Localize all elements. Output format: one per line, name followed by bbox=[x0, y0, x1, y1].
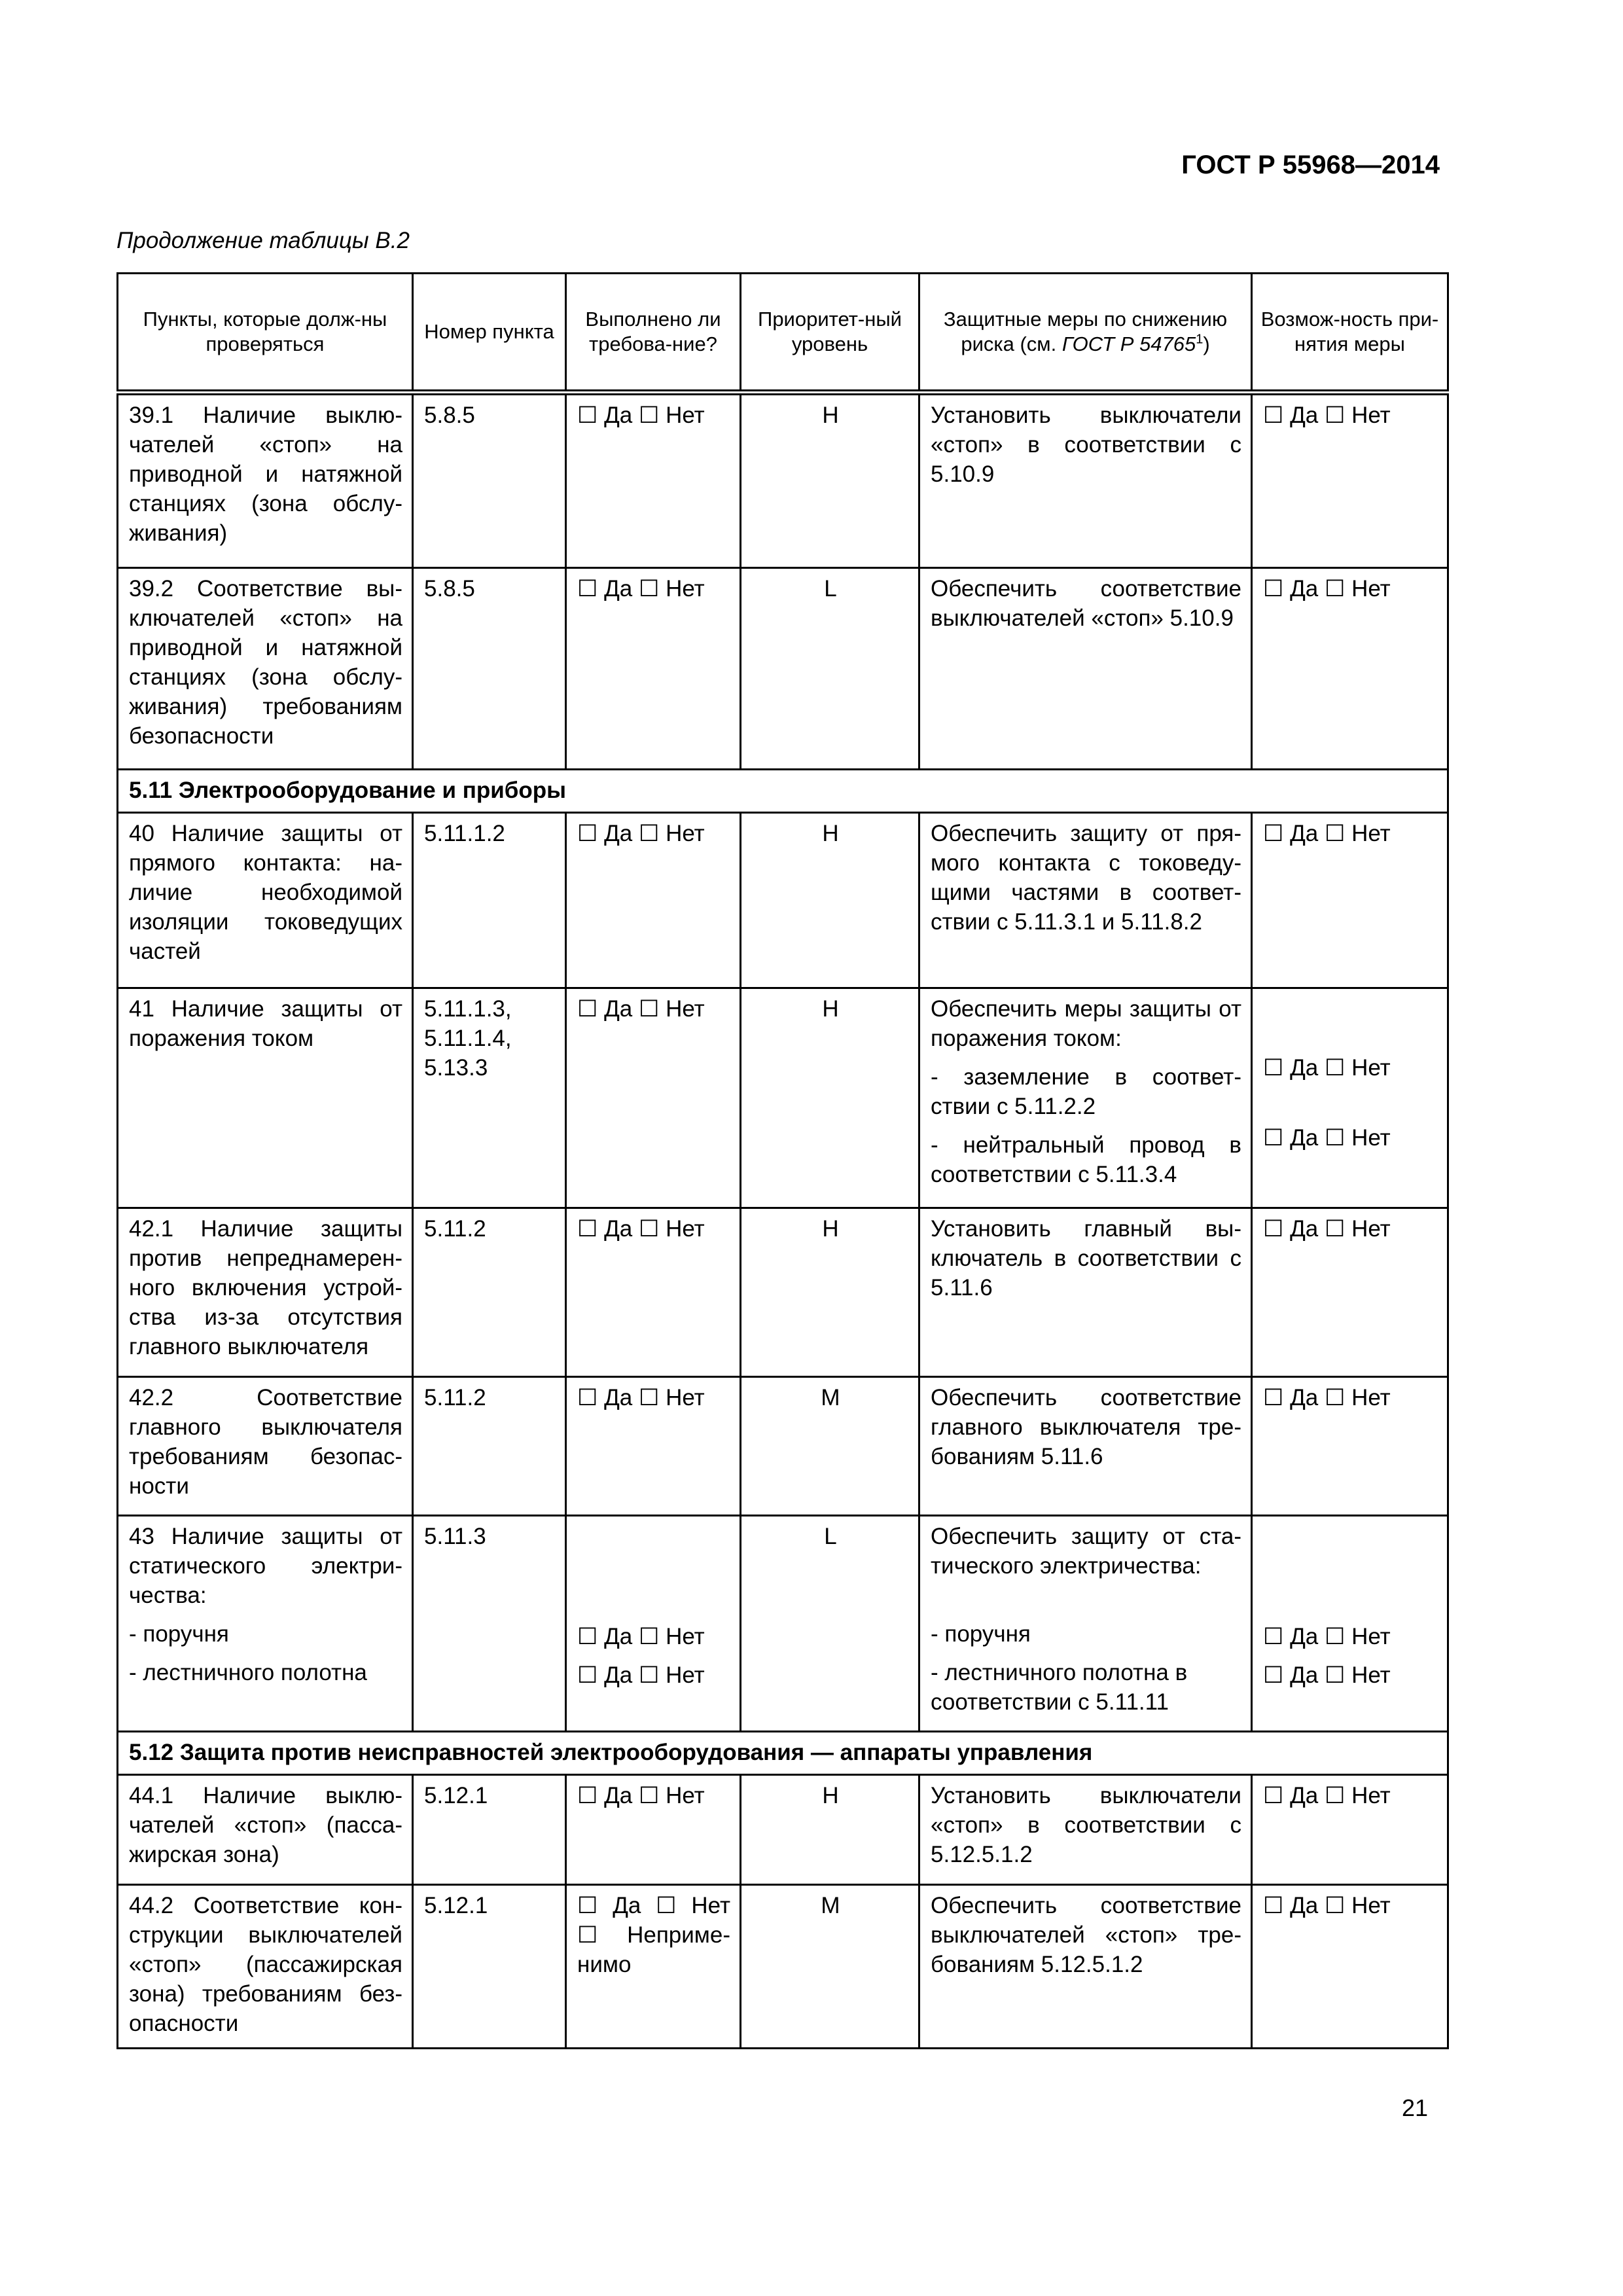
col-header-done: Выполнено ли требова-ние? bbox=[566, 274, 741, 393]
row-41-measure: Обеспечить меры защиты от поражения током: bbox=[931, 996, 1241, 1051]
row-43-possible-checkbox-2[interactable]: ☐ Да ☐ Нет bbox=[1263, 1662, 1391, 1688]
row-40-priority: H bbox=[741, 813, 919, 988]
col-header-possibility: Возмож-ность при-нятия меры bbox=[1252, 274, 1448, 393]
table-row bbox=[118, 1516, 1448, 1732]
row-44-2-possible-checkbox[interactable]: ☐ Да ☐ Нет bbox=[1252, 1885, 1448, 2049]
row-41-possible-checkbox-2[interactable]: ☐ Да ☐ Нет bbox=[1263, 1125, 1391, 1151]
row-40-number: 5.11.1.2 bbox=[413, 813, 566, 988]
table-row bbox=[118, 568, 1448, 770]
row-43-done-cell bbox=[566, 1516, 741, 1732]
row-39-1-number: 5.8.5 bbox=[413, 393, 566, 568]
table-row bbox=[118, 393, 1448, 568]
measures-header-text: Защитные меры по снижению риска (см. bbox=[943, 308, 1228, 355]
row-44-1-number: 5.12.1 bbox=[413, 1775, 566, 1885]
row-42-2-possible-checkbox[interactable]: ☐ Да ☐ Нет bbox=[1252, 1377, 1448, 1516]
row-39-2-number: 5.8.5 bbox=[413, 568, 566, 770]
row-43-number: 5.11.3 bbox=[413, 1516, 566, 1732]
row-39-2-measure: Обеспечить соответствие выключателей «стоп» 5.10.9 bbox=[919, 568, 1252, 770]
row-39-2-done-checkbox[interactable]: ☐ Да ☐ Нет bbox=[566, 568, 741, 770]
footnote-marker: 1 bbox=[1196, 332, 1204, 347]
row-39-2-point: 39.2 Соответствие вы-ключателей «стоп» на приводной и натяжной станциях (зона обслу-живания) требованиям безопасности bbox=[118, 568, 413, 770]
col-header-measures bbox=[919, 274, 1252, 393]
table-row bbox=[118, 1208, 1448, 1377]
row-42-2-measure: Обеспечить соответствие главного выключателя тре-бованиям 5.11.6 bbox=[919, 1377, 1252, 1516]
row-41-done-checkbox[interactable]: ☐ Да ☐ Нет bbox=[566, 988, 741, 1208]
row-41-measure-grounding: - заземление в соответ-ствии с 5.11.2.2 bbox=[931, 1064, 1241, 1119]
row-40-measure: Обеспечить защиту от пря-мого контакта с токоведу-щими частями в соответ-ствии с 5.11.3.1 и 5.11.8.2 bbox=[919, 813, 1252, 988]
measures-header-ref: ГОСТ Р 54765 bbox=[1061, 332, 1196, 355]
row-40-possible-checkbox[interactable]: ☐ Да ☐ Нет bbox=[1252, 813, 1448, 988]
row-44-2-point: 44.2 Соответствие кон-струкции выключателей «стоп» (пассажирская зона) требованиям без-опасности bbox=[118, 1885, 413, 2049]
col-header-priority: Приоритет-ный уровень bbox=[741, 274, 919, 393]
row-43-possible-cell bbox=[1252, 1516, 1448, 1732]
row-44-2-number: 5.12.1 bbox=[413, 1885, 566, 2049]
section-row bbox=[118, 770, 1448, 813]
row-40-point: 40 Наличие защиты от прямого контакта: на-личие необходимой изоляции токоведущих частей bbox=[118, 813, 413, 988]
row-43-point-cell bbox=[118, 1516, 413, 1732]
row-44-1-possible-checkbox[interactable]: ☐ Да ☐ Нет bbox=[1252, 1775, 1448, 1885]
row-43-priority: L bbox=[741, 1516, 919, 1732]
row-42-1-point: 42.1 Наличие защиты против непреднамерен-ного включения устрой-ства из-за отсутствия главного выключателя bbox=[118, 1208, 413, 1377]
measures-header-close: ) bbox=[1203, 332, 1210, 355]
row-41-priority: H bbox=[741, 988, 919, 1208]
page-number: 21 bbox=[1401, 2094, 1428, 2121]
row-41-measure-neutral: - нейтральный провод в соответствии с 5.11.3.4 bbox=[931, 1132, 1241, 1187]
table-row bbox=[118, 813, 1448, 988]
row-44-1-point: 44.1 Наличие выклю-чателей «стоп» (пасса-жирская зона) bbox=[118, 1775, 413, 1885]
row-41-measure-cell bbox=[919, 988, 1252, 1208]
row-43-sub-steps: - лестничного полотна bbox=[129, 1660, 367, 1685]
row-42-1-possible-checkbox[interactable]: ☐ Да ☐ Нет bbox=[1252, 1208, 1448, 1377]
table-row bbox=[118, 1885, 1448, 2049]
row-42-2-point: 42.2 Соответствие главного выключателя требованиям безопас-ности bbox=[118, 1377, 413, 1516]
row-41-point: 41 Наличие защиты от поражения током bbox=[118, 988, 413, 1208]
row-39-1-measure: Установить выключатели «стоп» в соответствии с 5.10.9 bbox=[919, 393, 1252, 568]
row-42-1-measure: Установить главный вы-ключатель в соответствии с 5.11.6 bbox=[919, 1208, 1252, 1377]
col-header-points: Пункты, которые долж-ны проверяться bbox=[118, 274, 413, 393]
row-44-2-done-checkbox[interactable]: ☐ Да ☐ Нет ☐ Неприме-нимо bbox=[566, 1885, 741, 2049]
section-5-11-title: 5.11 Электрооборудование и приборы bbox=[118, 770, 1448, 813]
row-39-1-point: 39.1 Наличие выклю-чателей «стоп» на приводной и натяжной станциях (зона обслу-живания) bbox=[118, 393, 413, 568]
row-42-2-priority: M bbox=[741, 1377, 919, 1516]
row-43-measure-steps: - лестничного полотна в соответствии с 5.11.11 bbox=[931, 1660, 1188, 1715]
row-42-1-priority: H bbox=[741, 1208, 919, 1377]
section-row bbox=[118, 1732, 1448, 1775]
col-header-number: Номер пункта bbox=[413, 274, 566, 393]
row-39-2-possible-checkbox[interactable]: ☐ Да ☐ Нет bbox=[1252, 568, 1448, 770]
row-43-possible-checkbox-1[interactable]: ☐ Да ☐ Нет bbox=[1263, 1624, 1391, 1649]
row-39-2-priority: L bbox=[741, 568, 919, 770]
row-42-2-done-checkbox[interactable]: ☐ Да ☐ Нет bbox=[566, 1377, 741, 1516]
row-44-1-measure: Установить выключатели «стоп» в соответствии с 5.12.5.1.2 bbox=[919, 1775, 1252, 1885]
row-44-1-priority: H bbox=[741, 1775, 919, 1885]
row-43-done-checkbox-2[interactable]: ☐ Да ☐ Нет bbox=[577, 1662, 705, 1688]
row-43-point: 43 Наличие защиты от статического электри-чества: bbox=[129, 1524, 402, 1608]
standard-header: ГОСТ Р 55968—2014 bbox=[1181, 151, 1440, 179]
row-42-1-done-checkbox[interactable]: ☐ Да ☐ Нет bbox=[566, 1208, 741, 1377]
table-header-row bbox=[118, 274, 1448, 393]
row-39-1-possible-checkbox[interactable]: ☐ Да ☐ Нет bbox=[1252, 393, 1448, 568]
checklist-table bbox=[116, 272, 1449, 2049]
row-43-done-checkbox-1[interactable]: ☐ Да ☐ Нет bbox=[577, 1624, 705, 1649]
table-caption: Продолжение таблицы В.2 bbox=[116, 228, 410, 253]
row-41-possible-checkbox-1[interactable]: ☐ Да ☐ Нет bbox=[1263, 1055, 1391, 1081]
row-43-sub-handrail: - поручня bbox=[129, 1621, 229, 1647]
row-42-2-number: 5.11.2 bbox=[413, 1377, 566, 1516]
row-41-number: 5.11.1.3, 5.11.1.4, 5.13.3 bbox=[413, 988, 566, 1208]
row-44-2-measure: Обеспечить соответствие выключателей «стоп» тре-бованиям 5.12.5.1.2 bbox=[919, 1885, 1252, 2049]
row-44-1-done-checkbox[interactable]: ☐ Да ☐ Нет bbox=[566, 1775, 741, 1885]
row-40-done-checkbox[interactable]: ☐ Да ☐ Нет bbox=[566, 813, 741, 988]
row-39-1-done-checkbox[interactable]: ☐ Да ☐ Нет bbox=[566, 393, 741, 568]
table-row bbox=[118, 1775, 1448, 1885]
row-43-measure-handrail: - поручня bbox=[931, 1621, 1031, 1647]
table-row bbox=[118, 1377, 1448, 1516]
row-42-1-number: 5.11.2 bbox=[413, 1208, 566, 1377]
section-5-12-title: 5.12 Защита против неисправностей электрооборудования — аппараты управления bbox=[118, 1732, 1448, 1775]
row-43-measure: Обеспечить защиту от ста-тического электричества: bbox=[931, 1524, 1241, 1579]
table-row bbox=[118, 988, 1448, 1208]
row-39-1-priority: H bbox=[741, 393, 919, 568]
row-41-possible-cell bbox=[1252, 988, 1448, 1208]
row-44-2-priority: M bbox=[741, 1885, 919, 2049]
row-43-measure-cell bbox=[919, 1516, 1252, 1732]
